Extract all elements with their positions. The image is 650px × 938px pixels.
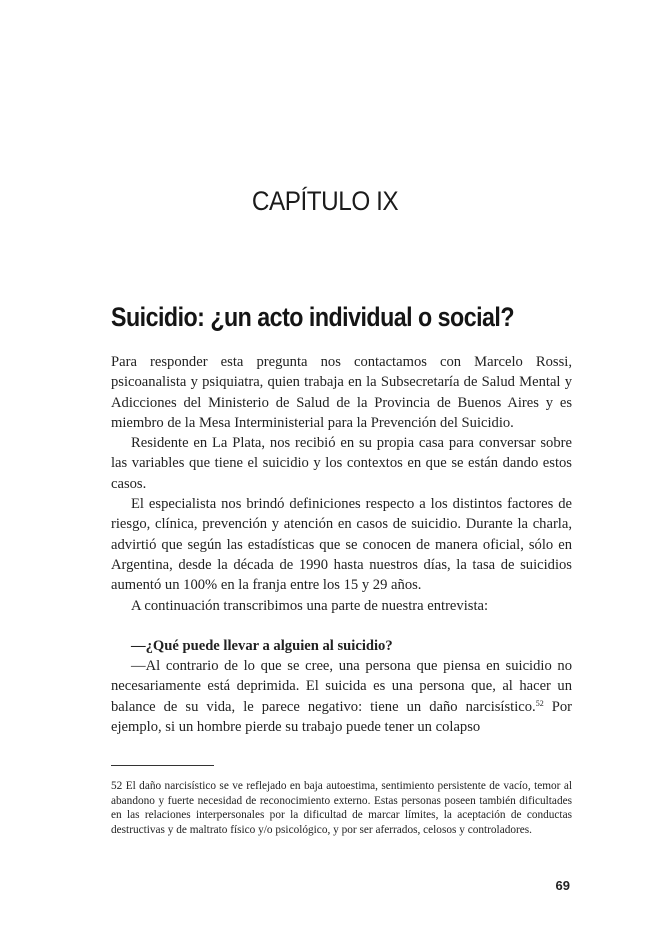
footnote-separator — [111, 765, 214, 766]
answer-text-continued: Por ejemplo, si un hombre pierde su trabajo puede tener un colapso — [111, 698, 573, 736]
page-number: 69 — [555, 878, 570, 893]
answer-text: —Al contrario de lo que se cree, una persona que piensa en suicidio no necesariamente está deprimida. El suicida es una persona que, al hacer un balance de su vida, le parece negativo: tiene un daño narcisístico. — [111, 658, 572, 715]
footnote-reference: 52 — [535, 698, 544, 708]
section-title: Suicidio: ¿un acto individual o social? — [111, 302, 515, 332]
paragraph: Para responder esta pregunta nos contactamos con Marcelo Rossi, psicoanalista y psiquiatra, quien trabaja en la Subsecretaría de Salud Mental y Adicciones del Ministerio de Salud de la Provincia de Buenos Aires y es miembro de la Mesa Interministerial para la Prevención del Suicidio. — [111, 354, 572, 431]
interview-answer — [111, 656, 572, 737]
paragraph: El especialista nos brindó definiciones respecto a los distintos factores de riesgo, clínica, prevención y atención en casos de suicidio. Durante la charla, advirtió que según las estadísticas que se conocen de manera oficial, sólo en Argentina, desde la década de 1990 hasta nuestros días, la tasa de suicidios aumentó un 100% en la franja entre los 15 y 29 años. — [111, 496, 572, 594]
paragraph: Residente en La Plata, nos recibió en su propia casa para conversar sobre las variables que tiene el suicidio y los contextos en que se están dando estos casos. — [111, 435, 572, 492]
paragraph: A continuación transcribimos una parte de nuestra entrevista: — [131, 597, 489, 614]
chapter-heading: CAPÍTULO IX — [251, 186, 399, 216]
body-text — [111, 352, 572, 737]
footnote: 52 El daño narcisístico se ve reflejado en baja autoestima, sentimiento persistente de vacío, temor al abandono y fuerte necesidad de reconocimiento externo. Estas personas poseen también dificultades en las relaciones interpersonales por la dificultad de marcar límites, la aceptación de conductas destructivas y de maltrato físico y/o psicológico, y por ser aferrados, celosos y controladores. — [111, 780, 572, 836]
interview-question: —¿Qué puede llevar a alguien al suicidio? — [131, 637, 393, 654]
